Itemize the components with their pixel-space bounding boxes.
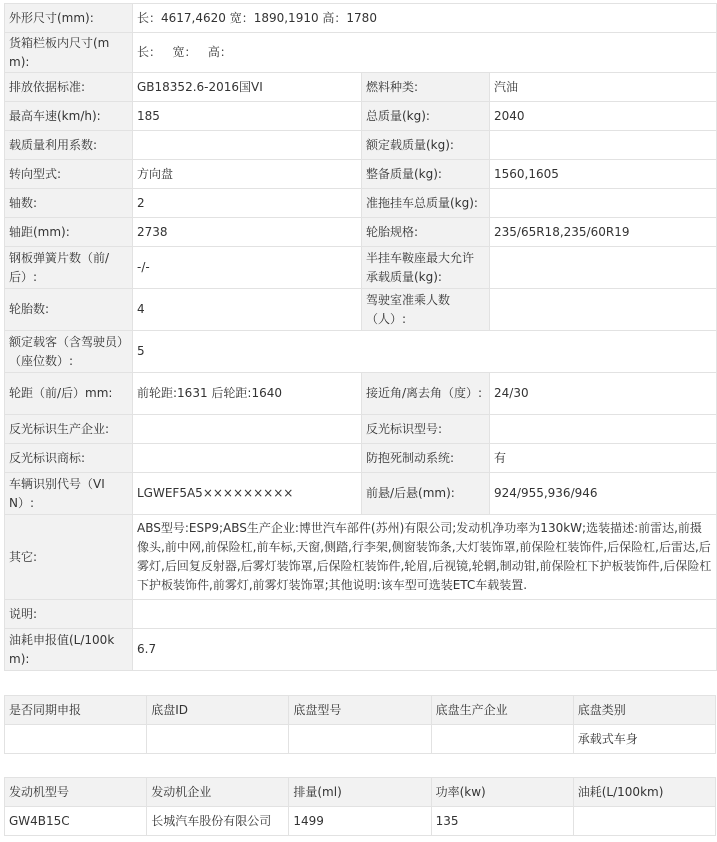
note-value xyxy=(133,600,717,629)
max-speed-label: 最高车速(km/h): xyxy=(5,102,133,131)
spec-row xyxy=(5,247,717,289)
fuel-type-value: 汽油 xyxy=(490,73,717,102)
cab-passengers-label: 驾驶室准乘人数（人）: xyxy=(362,289,490,331)
chassis-cell xyxy=(289,725,431,754)
engine-header-cell: 排量(ml) xyxy=(289,778,431,807)
trailer-mass-value xyxy=(490,189,717,218)
cargo-box-label: 货箱栏板内尺寸(mm): xyxy=(5,33,133,73)
spec-row xyxy=(5,102,717,131)
steering-value: 方向盘 xyxy=(133,160,362,189)
tire-count-label: 轮胎数: xyxy=(5,289,133,331)
chassis-cell xyxy=(147,725,289,754)
fuel-consumption-label: 油耗申报值(L/100km): xyxy=(5,629,133,671)
curb-weight-value: 1560,1605 xyxy=(490,160,717,189)
chassis-header-row xyxy=(5,696,716,725)
saddle-load-label: 半挂车鞍座最大允许承载质量(kg): xyxy=(362,247,490,289)
wheelbase-label: 轴距(mm): xyxy=(5,218,133,247)
spec-row xyxy=(5,515,717,600)
chassis-header-cell: 底盘生产企业 xyxy=(431,696,573,725)
chassis-header-cell: 底盘ID xyxy=(147,696,289,725)
trailer-mass-label: 准拖挂车总质量(kg): xyxy=(362,189,490,218)
engine-header-cell: 发动机企业 xyxy=(147,778,289,807)
reflector-model-label: 反光标识型号: xyxy=(362,415,490,444)
chassis-cell: 承载式车身 xyxy=(573,725,715,754)
engine-header-cell: 油耗(L/100km) xyxy=(573,778,715,807)
load-utilization-value xyxy=(133,131,362,160)
curb-weight-label: 整备质量(kg): xyxy=(362,160,490,189)
abs-label: 防抱死制动系统: xyxy=(362,444,490,473)
fuel-consumption-value: 6.7 xyxy=(133,629,717,671)
wheelbase-value: 2738 xyxy=(133,218,362,247)
leaf-springs-value: -/- xyxy=(133,247,362,289)
chassis-cell xyxy=(431,725,573,754)
load-utilization-label: 载质量利用系数: xyxy=(5,131,133,160)
reflector-brand-label: 反光标识商标: xyxy=(5,444,133,473)
tire-spec-label: 轮胎规格: xyxy=(362,218,490,247)
engine-table xyxy=(4,777,716,836)
cargo-box-value: 长： 宽： 高： xyxy=(133,33,717,73)
engine-header-row xyxy=(5,778,716,807)
total-mass-label: 总质量(kg): xyxy=(362,102,490,131)
track-value: 前轮距:1631 后轮距:1640 xyxy=(133,373,362,415)
vin-label: 车辆识别代号（VIN）: xyxy=(5,473,133,515)
chassis-header-cell: 底盘类别 xyxy=(573,696,715,725)
reflector-model-value xyxy=(490,415,717,444)
spec-row xyxy=(5,160,717,189)
overhang-label: 前悬/后悬(mm): xyxy=(362,473,490,515)
spec-row xyxy=(5,33,717,73)
chassis-table xyxy=(4,695,716,754)
dimensions-value: 长：4617,4620 宽：1890,1910 高：1780 xyxy=(133,4,717,33)
spec-row xyxy=(5,373,717,415)
abs-value: 有 xyxy=(490,444,717,473)
table-row xyxy=(5,725,716,754)
vehicle-spec-table xyxy=(4,3,717,671)
engine-header-cell: 发动机型号 xyxy=(5,778,147,807)
engine-cell xyxy=(573,807,715,836)
total-mass-value: 2040 xyxy=(490,102,717,131)
overhang-value: 924/955,936/946 xyxy=(490,473,717,515)
other-label: 其它: xyxy=(5,515,133,600)
emission-standard-value: GB18352.6-2016国VI xyxy=(133,73,362,102)
axles-label: 轴数: xyxy=(5,189,133,218)
rated-load-value xyxy=(490,131,717,160)
rated-load-label: 额定载质量(kg): xyxy=(362,131,490,160)
engine-header-cell: 功率(kw) xyxy=(431,778,573,807)
chassis-cell xyxy=(5,725,147,754)
reflector-brand-value xyxy=(133,444,362,473)
leaf-springs-label: 钢板弹簧片数（前/后）: xyxy=(5,247,133,289)
reflector-maker-label: 反光标识生产企业: xyxy=(5,415,133,444)
spec-row xyxy=(5,289,717,331)
engine-cell: 135 xyxy=(431,807,573,836)
spec-row xyxy=(5,218,717,247)
engine-cell: GW4B15C xyxy=(5,807,147,836)
steering-label: 转向型式: xyxy=(5,160,133,189)
note-label: 说明: xyxy=(5,600,133,629)
spec-row xyxy=(5,415,717,444)
spec-row xyxy=(5,600,717,629)
emission-standard-label: 排放依据标准: xyxy=(5,73,133,102)
spec-row xyxy=(5,444,717,473)
spec-row xyxy=(5,629,717,671)
chassis-header-cell: 是否同期申报 xyxy=(5,696,147,725)
engine-cell: 长城汽车股份有限公司 xyxy=(147,807,289,836)
spec-row xyxy=(5,331,717,373)
saddle-load-value xyxy=(490,247,717,289)
chassis-header-cell: 底盘型号 xyxy=(289,696,431,725)
max-speed-value: 185 xyxy=(133,102,362,131)
cab-passengers-value xyxy=(490,289,717,331)
rated-passengers-label: 额定载客（含驾驶员）（座位数）: xyxy=(5,331,133,373)
rated-passengers-value: 5 xyxy=(133,331,717,373)
vin-value: LGWEF5A5××××××××× xyxy=(133,473,362,515)
spec-row xyxy=(5,131,717,160)
track-label: 轮距（前/后）mm: xyxy=(5,373,133,415)
fuel-type-label: 燃料种类: xyxy=(362,73,490,102)
spec-row xyxy=(5,189,717,218)
table-row xyxy=(5,807,716,836)
dimensions-label: 外形尺寸(mm): xyxy=(5,4,133,33)
approach-departure-label: 接近角/离去角（度）: xyxy=(362,373,490,415)
tire-count-value: 4 xyxy=(133,289,362,331)
spec-row xyxy=(5,4,717,33)
engine-cell: 1499 xyxy=(289,807,431,836)
spec-row xyxy=(5,473,717,515)
tire-spec-value: 235/65R18,235/60R19 xyxy=(490,218,717,247)
approach-departure-value: 24/30 xyxy=(490,373,717,415)
axles-value: 2 xyxy=(133,189,362,218)
reflector-maker-value xyxy=(133,415,362,444)
spec-row xyxy=(5,73,717,102)
other-value: ABS型号:ESP9;ABS生产企业:博世汽车部件(苏州)有限公司;发动机净功率为130kW;选装描述:前雷达,前摄像头,前中网,前保险杠,前车标,天窗,侧踏,行李架,侧窗装饰条,大灯装饰罩,前保险杠装饰件,后保险杠,后雷达,后雾灯,后回复反射器,后雾灯装饰罩,后保险杠装饰件,轮眉,后视镜,轮辋,制动钳,前保险杠下护板装饰件,后保险杠下护板装饰件,前雾灯,前雾灯装饰罩;其他说明:该车型可选装ETC车载装置. xyxy=(133,515,717,600)
